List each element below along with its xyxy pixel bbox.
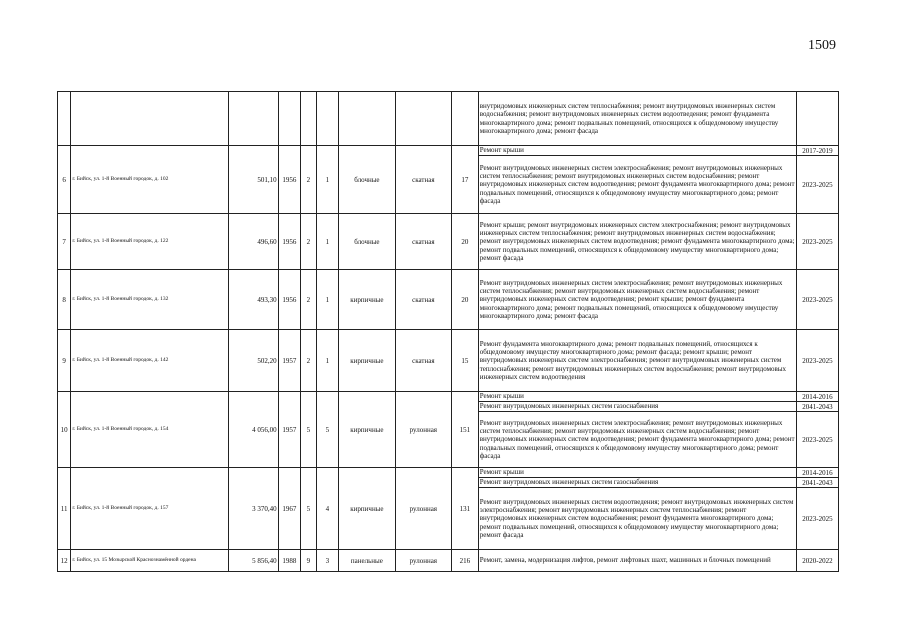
area-cell: 4 056,00 (229, 392, 278, 468)
table-row (58, 214, 839, 270)
row-number: 10 (58, 392, 71, 468)
period-cell (796, 92, 838, 146)
capital-repair-table (57, 91, 839, 572)
roof-type-cell: рулонная (395, 468, 451, 550)
residents-cell: 15 (452, 330, 479, 392)
work-description-cell: Ремонт крыши (478, 146, 796, 156)
table-body (58, 92, 839, 572)
period-cell: 2023-2025 (796, 412, 838, 468)
residents-cell: 20 (452, 270, 479, 330)
period-cell: 2023-2025 (796, 330, 838, 392)
residents-cell: 151 (452, 392, 479, 468)
entrances-cell: 1 (316, 270, 339, 330)
period-cell: 2014-2016 (796, 468, 838, 478)
row-number: 12 (58, 550, 71, 572)
roof-type-cell: скатная (395, 214, 451, 270)
area-cell: 501,10 (229, 146, 278, 214)
work-description-cell: Ремонт крыши (478, 468, 796, 478)
wall-material-cell: кирпичные (339, 392, 395, 468)
work-description-cell: внутридомовых инженерных систем теплоснабжения; ремонт внутридомовых инженерных систем водоснабжения; ремонт внутридомовых инженерных систем водоотведения; ремонт фундамента многоквартирного дома; ремонт подвальных помещений, относящихся к общедомовому имуществу многоквартирного дома; ремонт фасада (478, 92, 796, 146)
row-number: 6 (58, 146, 71, 214)
period-cell: 2023-2025 (796, 488, 838, 550)
period-cell: 2014-2016 (796, 392, 838, 402)
table-row (58, 392, 839, 402)
area-cell (229, 92, 278, 146)
year-cell: 1988 (278, 550, 301, 572)
address-cell (71, 92, 229, 146)
floors-cell: 2 (301, 214, 316, 270)
roof-type-cell: рулонная (395, 550, 451, 572)
period-cell: 2020-2022 (796, 550, 838, 572)
floors-cell: 5 (301, 392, 316, 468)
period-cell: 2041-2043 (796, 402, 838, 412)
table-row (58, 468, 839, 478)
entrances-cell: 3 (316, 550, 339, 572)
period-cell: 2023-2025 (796, 156, 838, 214)
work-description-cell: Ремонт внутридомовых инженерных систем электроснабжения; ремонт внутридомовых инженерных систем теплоснабжения; ремонт внутридомовых инженерных систем водоснабжения; ремонт внутридомовых инженерных систем водоотведения; ремонт крыши; ремонт фундамента многоквартирного дома; ремонт подвальных помещений, относящихся к общедомовому имуществу многоквартирного дома; ремонт фасада (478, 270, 796, 330)
area-cell: 493,30 (229, 270, 278, 330)
residents-cell: 131 (452, 468, 479, 550)
work-description-cell: Ремонт крыши (478, 392, 796, 402)
address-cell: г. Бийск, ул. 1-й Военный городок, д. 142 (71, 330, 229, 392)
floors-cell: 2 (301, 270, 316, 330)
row-number: 7 (58, 214, 71, 270)
area-cell: 502,20 (229, 330, 278, 392)
wall-material-cell: кирпичные (339, 330, 395, 392)
area-cell: 496,60 (229, 214, 278, 270)
work-description-cell: Ремонт, замена, модернизация лифтов, ремонт лифтовых шахт, машинных и блочных помещений (478, 550, 796, 572)
area-cell: 3 370,40 (229, 468, 278, 550)
entrances-cell: 5 (316, 392, 339, 468)
address-cell: г. Бийск, ул. 1-й Военный городок, д. 132 (71, 270, 229, 330)
residents-cell: 17 (452, 146, 479, 214)
table-row (58, 270, 839, 330)
work-description-cell: Ремонт внутридомовых инженерных систем электроснабжения; ремонт внутридомовых инженерных систем теплоснабжения; ремонт внутридомовых инженерных систем водоснабжения; ремонт внутридомовых инженерных систем водоотведения; ремонт фундамента многоквартирного дома; ремонт подвальных помещений, относящихся к общедомовому имуществу многоквартирного дома; ремонт фасада (478, 156, 796, 214)
work-description-cell: Ремонт фундамента многоквартирного дома; ремонт подвальных помещений, относящихся к общедомовому имуществу многоквартирного дома; ремонт фасада; ремонт крыши; ремонт внутридомовых инженерных систем электроснабжения; ремонт внутридомовых инженерных систем теплоснабжения; ремонт внутридомовых инженерных систем водоснабжения; ремонт внутридомовых инженерных систем водоотведения (478, 330, 796, 392)
wall-material-cell: кирпичные (339, 270, 395, 330)
wall-material-cell: кирпичные (339, 468, 395, 550)
table-row (58, 550, 839, 572)
address-cell: г. Бийск, ул. 1-й Военный городок, д. 154 (71, 392, 229, 468)
floors-cell: 2 (301, 146, 316, 214)
row-number: 8 (58, 270, 71, 330)
entrances-cell (316, 92, 339, 146)
year-cell: 1956 (278, 270, 301, 330)
table-row (58, 330, 839, 392)
address-cell: г. Бийск, ул. 1-й Военный городок, д. 122 (71, 214, 229, 270)
year-cell: 1967 (278, 468, 301, 550)
year-cell: 1956 (278, 214, 301, 270)
residents-cell: 20 (452, 214, 479, 270)
row-number: 11 (58, 468, 71, 550)
period-cell: 2023-2025 (796, 214, 838, 270)
row-number (58, 92, 71, 146)
wall-material-cell: панельные (339, 550, 395, 572)
period-cell: 2023-2025 (796, 270, 838, 330)
year-cell: 1956 (278, 146, 301, 214)
entrances-cell: 4 (316, 468, 339, 550)
roof-type-cell: скатная (395, 146, 451, 214)
year-cell: 1957 (278, 330, 301, 392)
row-number: 9 (58, 330, 71, 392)
work-description-cell: Ремонт крыши; ремонт внутридомовых инженерных систем электроснабжения; ремонт внутридомовых инженерных систем теплоснабжения; ремонт внутридомовых инженерных систем водоснабжения; ремонт внутридомовых инженерных систем водоотведения; ремонт фундамента многоквартирного дома; ремонт подвальных помещений, относящихся к общедомовому имуществу многоквартирного дома; ремонт фасада (478, 214, 796, 270)
floors-cell: 2 (301, 330, 316, 392)
table-row (58, 146, 839, 156)
floors-cell: 5 (301, 468, 316, 550)
roof-type-cell: скатная (395, 330, 451, 392)
wall-material-cell: блочные (339, 214, 395, 270)
roof-type-cell: рулонная (395, 392, 451, 468)
residents-cell (452, 92, 479, 146)
floors-cell: 9 (301, 550, 316, 572)
work-description-cell: Ремонт внутридомовых инженерных систем газоснабжения (478, 478, 796, 488)
roof-type-cell: скатная (395, 270, 451, 330)
work-description-cell: Ремонт внутридомовых инженерных систем газоснабжения (478, 402, 796, 412)
table-row (58, 92, 839, 146)
roof-type-cell (395, 92, 451, 146)
wall-material-cell: блочные (339, 146, 395, 214)
work-description-cell: Ремонт внутридомовых инженерных систем водоотведения; ремонт внутридомовых инженерных систем электроснабжения; ремонт внутридомовых инженерных систем теплоснабжения; ремонт внутридомовых инженерных систем водоснабжения; ремонт фундамента многоквартирного дома; ремонт подвальных помещений, относящихся к общедомовому имуществу многоквартирного дома; ремонт фасада (478, 488, 796, 550)
year-cell (278, 92, 301, 146)
period-cell: 2017-2019 (796, 146, 838, 156)
entrances-cell: 1 (316, 146, 339, 214)
entrances-cell: 1 (316, 214, 339, 270)
year-cell: 1957 (278, 392, 301, 468)
entrances-cell: 1 (316, 330, 339, 392)
area-cell: 5 856,40 (229, 550, 278, 572)
floors-cell (301, 92, 316, 146)
residents-cell: 216 (452, 550, 479, 572)
wall-material-cell (339, 92, 395, 146)
page-number: 1509 (808, 38, 836, 53)
address-cell: г. Бийск, ул. 1-й Военный городок, д. 157 (71, 468, 229, 550)
work-description-cell: Ремонт внутридомовых инженерных систем электроснабжения; ремонт внутридомовых инженерных систем теплоснабжения; ремонт внутридомовых инженерных систем водоснабжения; ремонт внутридомовых инженерных систем водоотведения; ремонт фундамента многоквартирного дома; ремонт подвальных помещений, относящихся к общедомовому имуществу многоквартирного дома; ремонт фасада (478, 412, 796, 468)
address-cell: г. Бийск, ул. 1-й Военный городок, д. 102 (71, 146, 229, 214)
period-cell: 2041-2043 (796, 478, 838, 488)
address-cell: г. Бийск, ул. 15 Мозырской Краснознамённой ордена (71, 550, 229, 572)
